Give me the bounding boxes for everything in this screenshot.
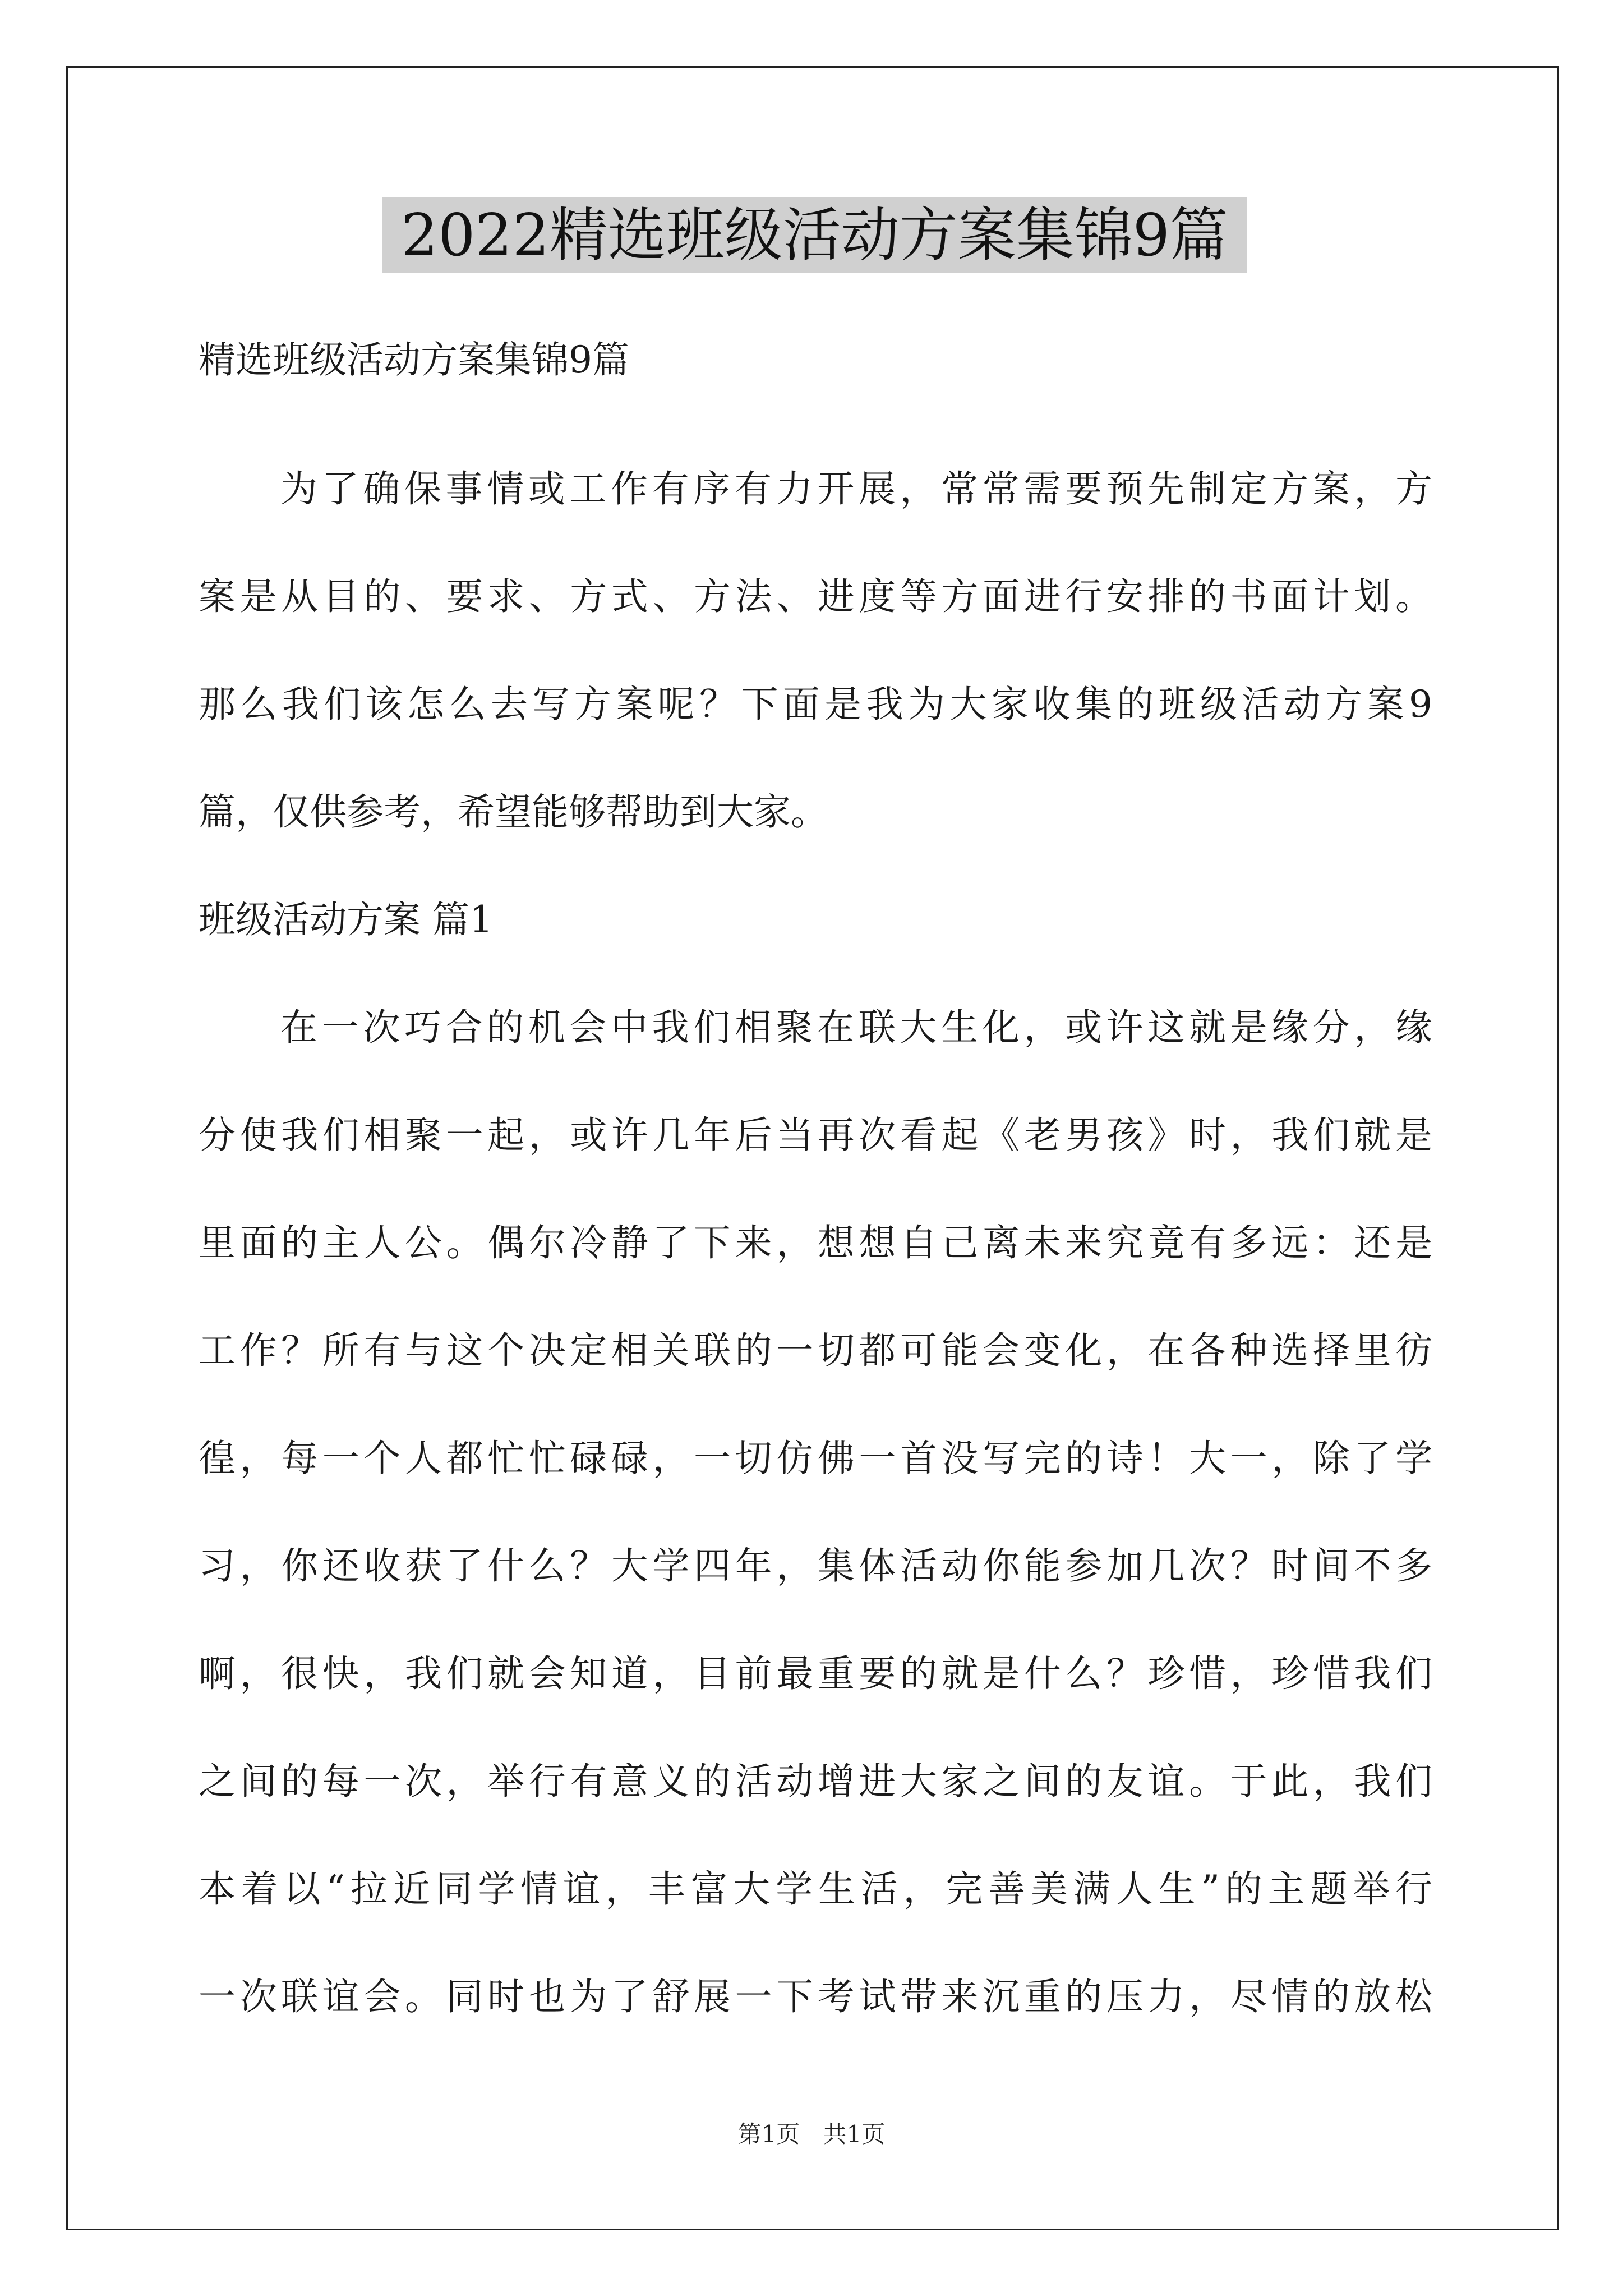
paragraph-line: 工作？所有与这个决定相关联的一切都可能会变化，在各种选择里彷 [199, 1329, 1432, 1372]
paragraph-line: 篇，仅供参考，希望能够帮助到大家。 [199, 790, 828, 834]
paragraph-line: 分使我们相聚一起，或许几年后当再次看起《老男孩》时，我们就是 [199, 1114, 1432, 1157]
section-heading: 班级活动方案 篇1 [199, 898, 493, 941]
page-footer [0, 2115, 1623, 2154]
paragraph-line: 案是从目的、要求、方式、方法、进度等方面进行安排的书面计划。 [199, 575, 1432, 618]
paragraph-line: 里面的主人公。偶尔冷静了下来，想想自己离未来究竟有多远：还是 [199, 1221, 1432, 1264]
document-title: 2022精选班级活动方案集锦9篇 [382, 197, 1247, 273]
paragraph-line: 一次联谊会。同时也为了舒展一下考试带来沉重的压力，尽情的放松 [199, 1975, 1432, 2018]
paragraph-line: 本着以“拉近同学情谊，丰富大学生活，完善美满人生”的主题举行 [199, 1867, 1432, 1911]
paragraph-line: 徨，每一个人都忙忙碌碌，一切仿佛一首没写完的诗！大一，除了学 [199, 1437, 1432, 1480]
paragraph-line: 习，你还收获了什么？大学四年，集体活动你能参加几次？时间不多 [199, 1544, 1432, 1588]
page-number: 第1页 [737, 2120, 800, 2148]
paragraph-line: 之间的每一次，举行有意义的活动增进大家之间的友谊。于此，我们 [199, 1760, 1432, 1803]
page-total: 共1页 [823, 2120, 886, 2148]
document-subtitle: 精选班级活动方案集锦9篇 [199, 338, 629, 381]
paragraph-line: 那么我们该怎么去写方案呢？下面是我为大家收集的班级活动方案9 [199, 683, 1432, 726]
paragraph-line: 啊，很快，我们就会知道，目前最重要的就是什么？珍惜，珍惜我们 [199, 1652, 1432, 1695]
paragraph-line: 为了确保事情或工作有序有力开展，常常需要预先制定方案，方 [280, 467, 1432, 510]
paragraph-line: 在一次巧合的机会中我们相聚在联大生化，或许这就是缘分，缘 [280, 1006, 1432, 1049]
